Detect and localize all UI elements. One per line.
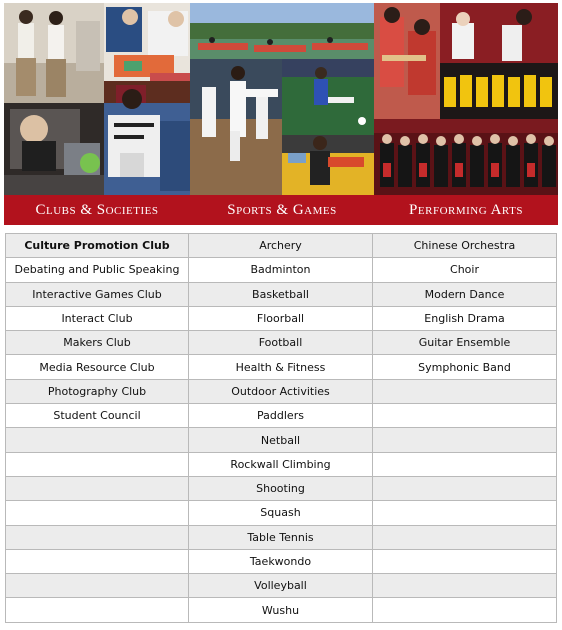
- performing-arts-cell: Guitar Ensemble: [373, 331, 557, 355]
- sports-games-cell: Rockwall Climbing: [189, 452, 373, 476]
- sports-games-cell: Volleyball: [189, 574, 373, 598]
- sports-games-cell: Outdoor Activities: [189, 379, 373, 403]
- clubs-societies-cell: Culture Promotion Club: [6, 234, 189, 258]
- performing-arts-cell: Symphonic Band: [373, 355, 557, 379]
- sports-games-cell: Badminton: [189, 258, 373, 282]
- clubs-societies-cell: [6, 428, 189, 452]
- performing-arts-cell: [373, 501, 557, 525]
- performing-arts-cell: [373, 379, 557, 403]
- sports-games-cell: Health & Fitness: [189, 355, 373, 379]
- performing-arts-cell: English Drama: [373, 306, 557, 330]
- table-row: [6, 234, 557, 258]
- performing-arts-cell: [373, 574, 557, 598]
- sports-games-cell: Taekwondo: [189, 549, 373, 573]
- clubs-societies-cell: Media Resource Club: [6, 355, 189, 379]
- clubs-societies-cell: [6, 501, 189, 525]
- clubs-societies-cell: [6, 549, 189, 573]
- table-row: [6, 525, 557, 549]
- table-row: [6, 598, 557, 622]
- table-row: [6, 574, 557, 598]
- sports-collage-image: [190, 3, 374, 195]
- clubs-collage-image: [4, 3, 190, 195]
- performing-arts-cell: Choir: [373, 258, 557, 282]
- clubs-societies-cell: Makers Club: [6, 331, 189, 355]
- sports-games-cell: Netball: [189, 428, 373, 452]
- performing-arts-cell: [373, 452, 557, 476]
- performing-arts-heading: Performing Arts: [409, 202, 523, 218]
- clubs-societies-cell: Photography Club: [6, 379, 189, 403]
- table-row: [6, 501, 557, 525]
- sports-games-cell: Basketball: [189, 282, 373, 306]
- clubs-societies-cell: Interactive Games Club: [6, 282, 189, 306]
- table-row: [6, 379, 557, 403]
- performing-arts-cell: [373, 476, 557, 500]
- category-banner-bar: [4, 195, 558, 225]
- sports-games-heading: Sports & Games: [227, 202, 337, 218]
- table-row: [6, 258, 557, 282]
- sports-games-cell: Wushu: [189, 598, 373, 622]
- table-row: [6, 428, 557, 452]
- table-row: [6, 306, 557, 330]
- performing-arts-cell: [373, 404, 557, 428]
- clubs-societies-heading: Clubs & Societies: [35, 202, 159, 218]
- sports-games-cell: Squash: [189, 501, 373, 525]
- sports-games-cell: Paddlers: [189, 404, 373, 428]
- table-row: [6, 476, 557, 500]
- performing-arts-cell: Modern Dance: [373, 282, 557, 306]
- table-row: [6, 549, 557, 573]
- performing-arts-cell: Chinese Orchestra: [373, 234, 557, 258]
- clubs-societies-cell: Debating and Public Speaking: [6, 258, 189, 282]
- performing-arts-collage-image: [374, 3, 558, 195]
- performing-arts-cell: [373, 525, 557, 549]
- clubs-societies-cell: [6, 574, 189, 598]
- clubs-societies-cell: Student Council: [6, 404, 189, 428]
- clubs-societies-cell: [6, 452, 189, 476]
- clubs-societies-cell: Interact Club: [6, 306, 189, 330]
- sports-games-cell: Floorball: [189, 306, 373, 330]
- table-row: [6, 331, 557, 355]
- sports-games-cell: Shooting: [189, 476, 373, 500]
- cca-banner: [4, 3, 558, 225]
- clubs-societies-cell: [6, 525, 189, 549]
- performing-arts-cell: [373, 598, 557, 622]
- clubs-societies-cell: [6, 598, 189, 622]
- cca-table: [5, 233, 557, 623]
- table-row: [6, 404, 557, 428]
- sports-games-cell: Football: [189, 331, 373, 355]
- sports-games-cell: Archery: [189, 234, 373, 258]
- table-row: [6, 355, 557, 379]
- table-row: [6, 452, 557, 476]
- performing-arts-cell: [373, 428, 557, 452]
- sports-games-cell: Table Tennis: [189, 525, 373, 549]
- clubs-societies-cell: [6, 476, 189, 500]
- performing-arts-cell: [373, 549, 557, 573]
- table-row: [6, 282, 557, 306]
